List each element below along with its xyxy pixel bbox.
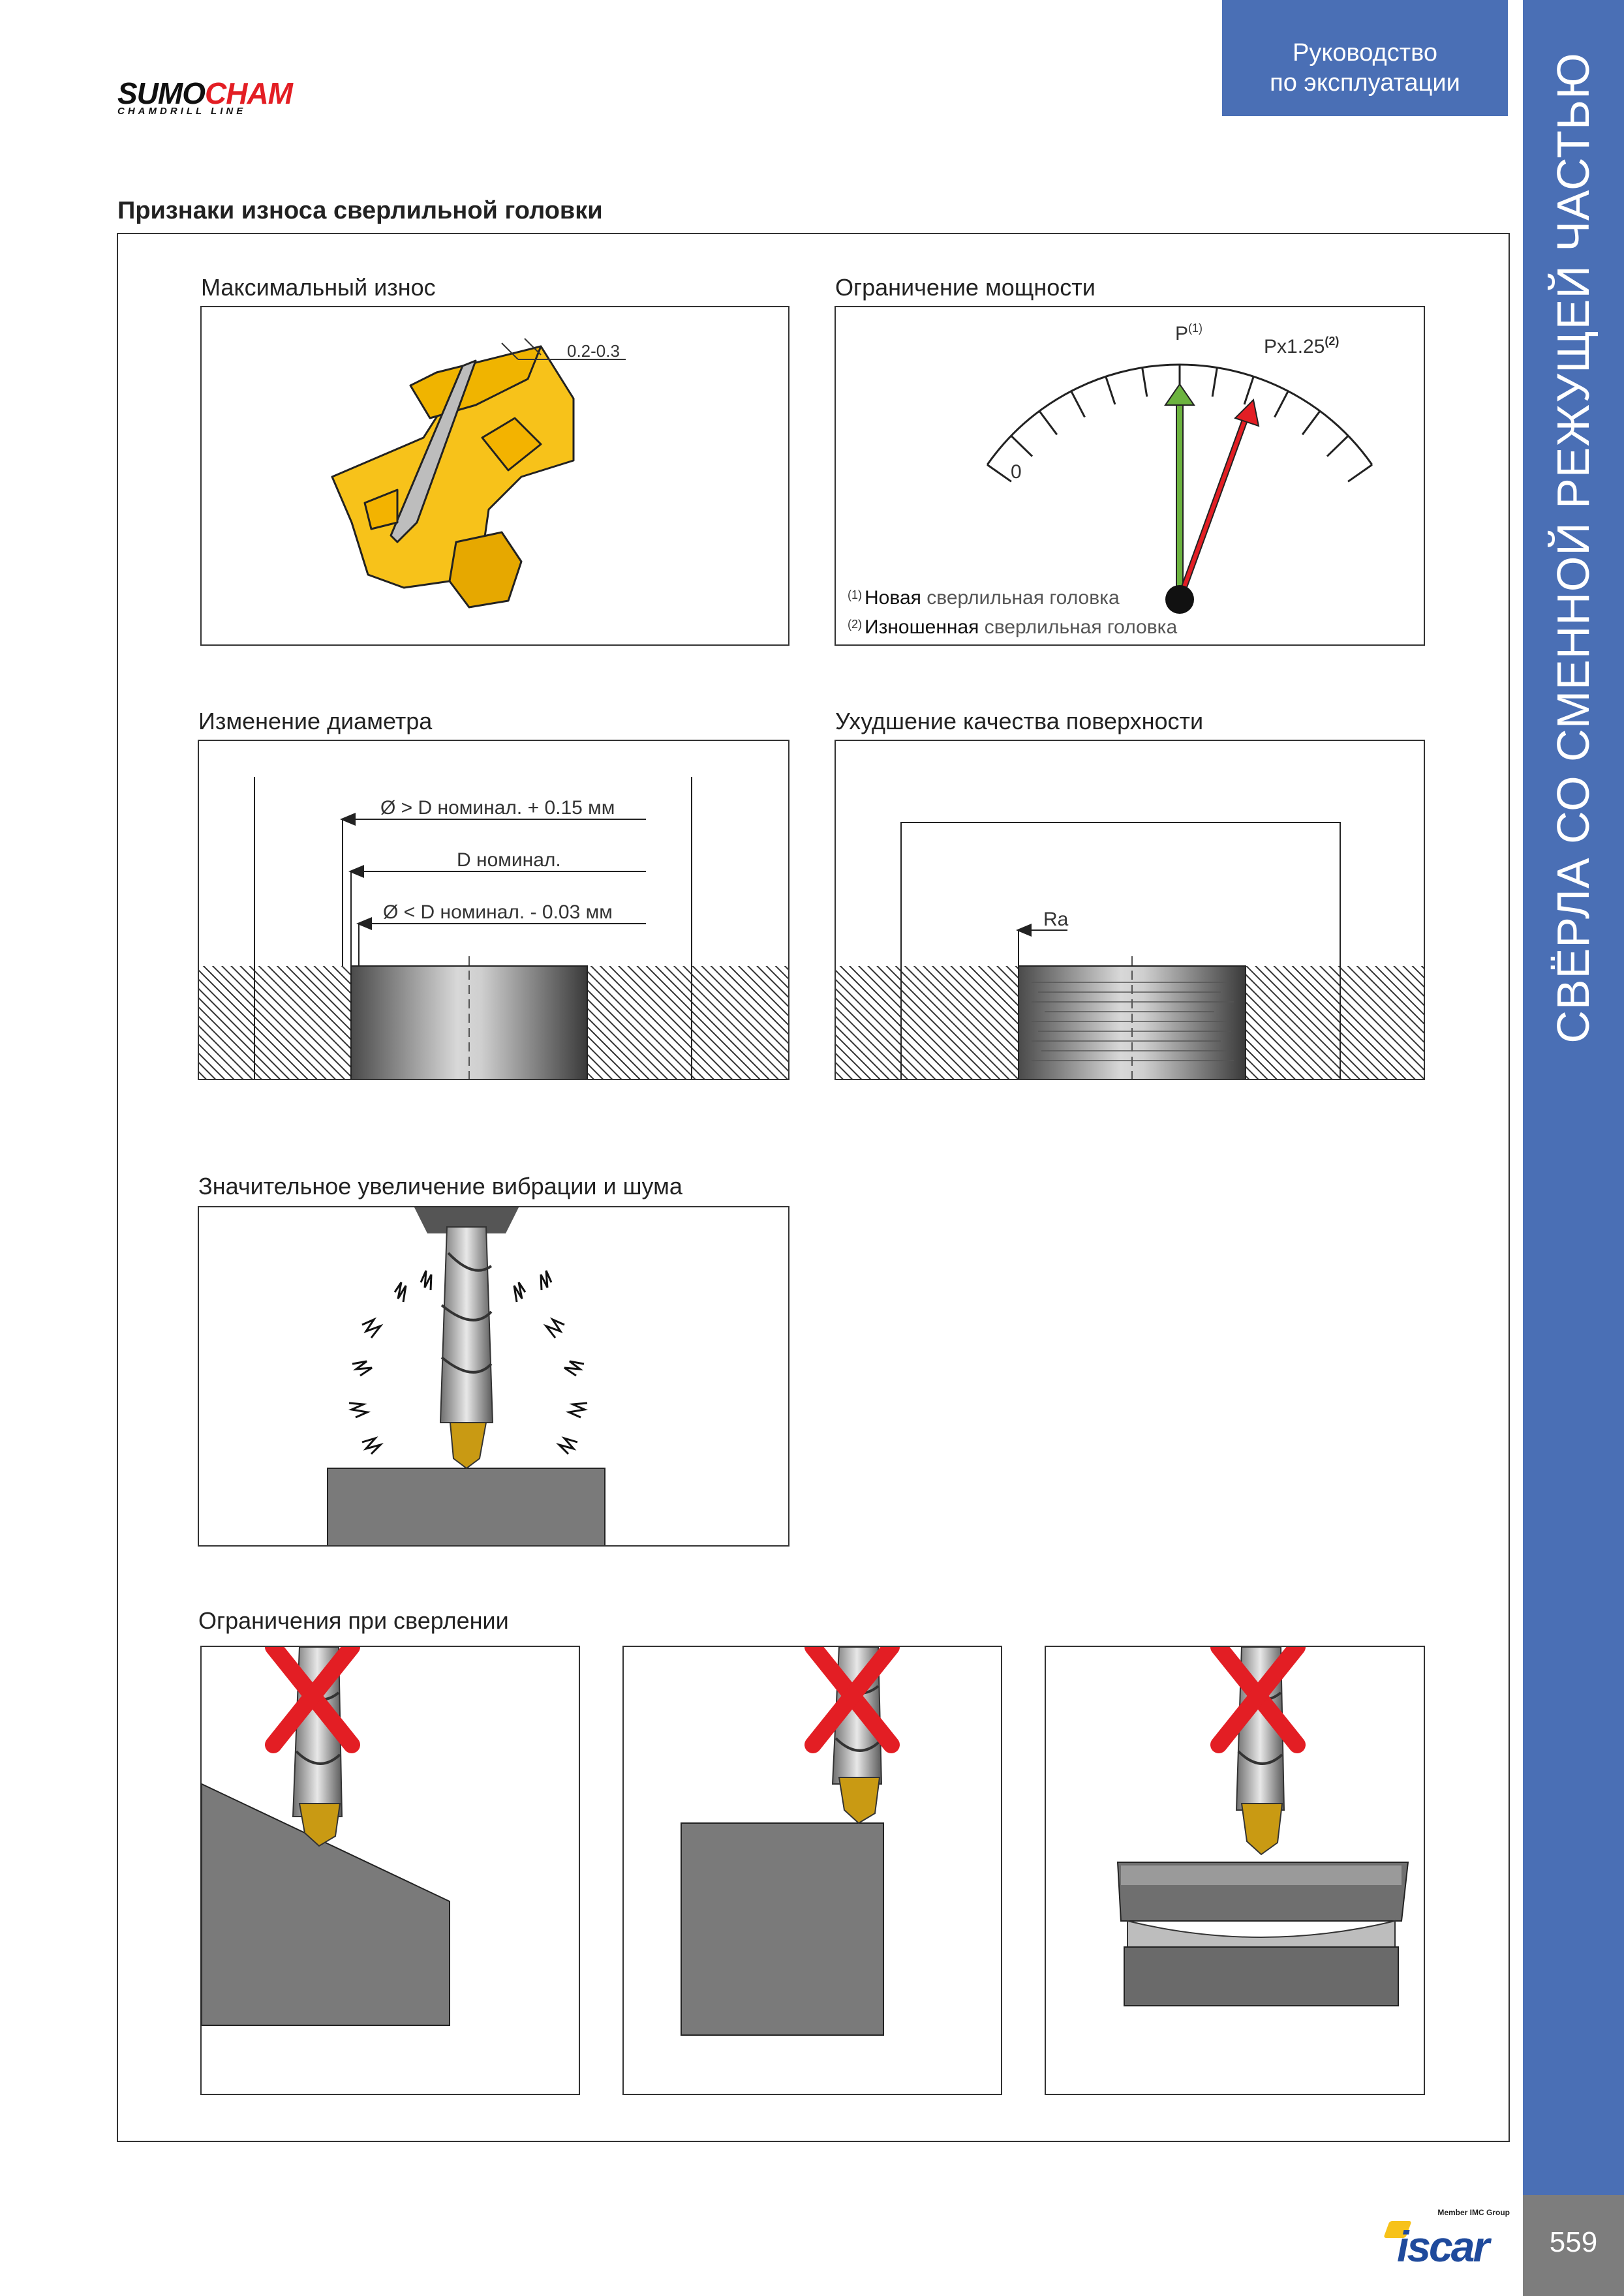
manual-badge-line1: Руководство <box>1292 39 1438 67</box>
ra-label: Ra <box>1043 909 1069 930</box>
logo-subtitle: CHAMDRILL LINE <box>117 106 247 117</box>
surface-panel <box>835 740 1425 1080</box>
manual-badge-line2: по эксплуатации <box>1270 69 1460 97</box>
drill-tip-insert <box>450 1423 486 1468</box>
gauge-tick <box>1348 465 1372 482</box>
gauge-tick <box>1142 368 1147 397</box>
gauge-pivot <box>1165 585 1194 614</box>
diameter-nominal-label: D номинал. <box>457 849 561 871</box>
restriction-inclined-surface-panel <box>200 1646 580 2095</box>
iscar-brand: iscar <box>1397 2222 1488 2271</box>
gauge-tick <box>1274 391 1288 417</box>
edge-drilling-illustration <box>624 1647 1001 2094</box>
insert-shank-ball <box>450 532 521 607</box>
gauge-tick <box>1212 368 1217 397</box>
channel-workpiece <box>1118 1862 1408 2006</box>
sumocham-logo <box>117 78 326 124</box>
worn-head-needle <box>1180 400 1259 599</box>
vibration-illustration <box>199 1207 788 1545</box>
diameter-over-label: Ø > D номинал. + 0.15 мм <box>380 797 615 819</box>
logo-part-sumo: SUMO <box>117 76 205 110</box>
gauge-tick <box>1106 376 1115 404</box>
gauge-tick <box>987 465 1011 482</box>
gauge-tick <box>1327 436 1348 456</box>
diameter-illustration <box>199 741 788 1079</box>
logo-part-cham: CHAM <box>205 76 292 110</box>
manual-badge <box>1222 0 1508 116</box>
diameter-under-label: Ø < D номинал. - 0.03 мм <box>383 901 613 923</box>
restrictions-caption: Ограничения при сверлении <box>198 1607 509 1634</box>
diameter-caption: Изменение диаметра <box>198 708 433 734</box>
diameter-panel <box>198 740 789 1080</box>
gauge-tick <box>1011 436 1032 456</box>
surface-caption: Ухудшение качества поверхности <box>835 708 1204 734</box>
vibration-caption: Значительное увеличение вибрации и шума <box>198 1173 682 1200</box>
gauge-p-label: $P^{(1)}$ <box>1175 322 1203 344</box>
iscar-logo <box>1387 2208 1514 2280</box>
max-wear-panel <box>200 306 789 646</box>
vibration-panel <box>198 1206 789 1547</box>
surface-illustration <box>836 741 1424 1079</box>
power-panel <box>835 306 1425 646</box>
restriction-crossing-hole-panel <box>1045 1646 1425 2095</box>
power-gauge <box>836 307 1424 644</box>
inclined-surface-illustration <box>202 1647 579 2094</box>
gauge-zero-label: 0 <box>1011 461 1022 483</box>
gauge-tick <box>1302 411 1320 434</box>
max-wear-caption: Максимальный износ <box>201 274 436 301</box>
drill-body <box>440 1227 493 1423</box>
gauge-tick <box>1039 411 1057 434</box>
legend-worn: $^{(2)}$ Изношенная сверлильная головка <box>848 616 1178 638</box>
wear-dimension-label: 0.2-0.3 <box>567 341 620 361</box>
side-tab-text: СВЁРЛА СО СМЕННОЙ РЕЖУЩЕЙ ЧАСТЬЮ <box>1548 52 1599 1044</box>
page-number: 559 <box>1549 2226 1598 2258</box>
gauge-tick <box>1071 391 1085 417</box>
crossing-hole-illustration <box>1046 1647 1424 2094</box>
gauge-px-label: Px1.25$^{(2)}$ <box>1264 335 1340 357</box>
workpiece-block <box>328 1468 605 1545</box>
page-number-box <box>1523 2195 1624 2296</box>
edge-workpiece <box>681 1823 883 2035</box>
restriction-edge-panel <box>622 1646 1002 2095</box>
drill-head-wear-illustration <box>202 307 788 644</box>
power-caption: Ограничение мощности <box>835 274 1095 301</box>
side-tab <box>1523 0 1624 2195</box>
section-title: Признаки износа сверлильной головки <box>117 197 603 224</box>
member-text: Member IMC Group <box>1437 2208 1510 2217</box>
legend-new: $^{(1)}$ Новая сверлильная головка <box>848 587 1120 609</box>
